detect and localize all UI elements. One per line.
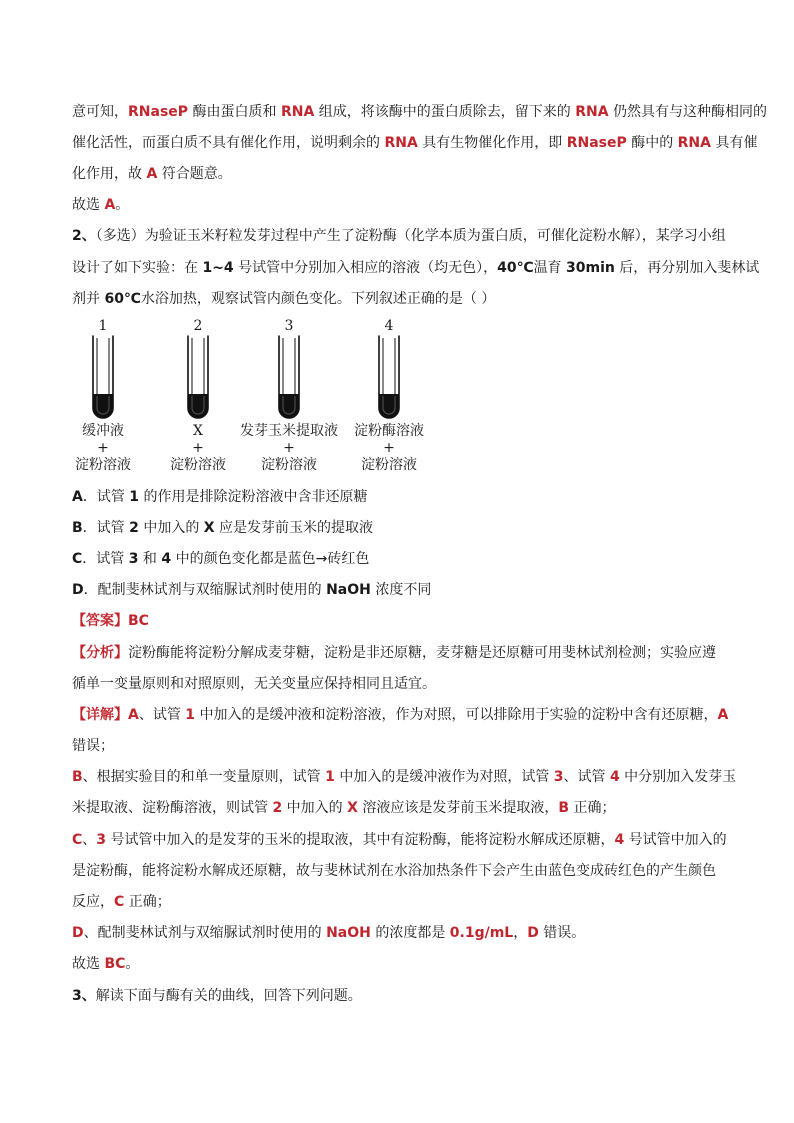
prev-explanation-line-1: 意可知，RNaseP 酶由蛋白质和 RNA 组成，将该酶中的蛋白质除去，留下来的 RNA 仍然具有与这种酶相同的 xyxy=(72,104,767,120)
latin-run: 3 xyxy=(553,769,564,785)
question-2-stem-line-1 xyxy=(72,226,726,246)
latin-run: RNA xyxy=(384,135,418,151)
option-d[interactable]: D．配制斐林试剂与双缩脲试剂时使用的 NaOH 浓度不同 xyxy=(72,582,432,598)
latin-run: RNaseP xyxy=(566,135,627,151)
latin-run: RNaseP xyxy=(128,104,189,120)
test-tube-figure xyxy=(0,310,794,425)
tube-label-plus: + xyxy=(97,440,109,456)
latin-run: 2 xyxy=(272,800,283,816)
latin-run: A xyxy=(717,707,729,723)
question-number: 3、 xyxy=(72,988,96,1004)
detail-line-8: D、配制斐林试剂与双缩脲试剂时使用的 NaOH 的浓度都是 0.1g/mL，D 错误。 xyxy=(72,925,586,941)
tube-label-plus: + xyxy=(192,440,204,456)
detail-text-1: A、试管 1 中加入的是缓冲液和淀粉溶液，作为对照，可以排除用于实验的淀粉中含有还原糖，A xyxy=(128,707,729,723)
question-2-stem-line-2: 设计了如下实验：在 1~4 号试管中分别加入相应的溶液（均无色），40℃温育 30min 后，再分别加入斐林试 xyxy=(72,260,760,276)
latin-run: D xyxy=(72,925,84,941)
prev-conclusion: 故选 A。 xyxy=(72,197,130,213)
latin-run: B xyxy=(72,769,83,785)
latin-run: D xyxy=(72,582,84,598)
tube-label-top: 缓冲液 xyxy=(82,423,124,439)
latin-run: A xyxy=(146,166,158,182)
latin-run: C xyxy=(114,894,125,910)
tube-label-bottom: 淀粉溶液 xyxy=(170,457,226,473)
latin-run: RNA xyxy=(575,104,609,120)
latin-run: A xyxy=(72,489,83,505)
detail-line-6: 是淀粉酶，能将淀粉水解成还原糖，故与斐林试剂在水浴加热条件下会产生由蓝色变成砖红色的产生颜色 xyxy=(72,863,716,879)
latin-run: 4 xyxy=(161,551,172,567)
question-2-stem-line-3: 剂并 60℃水浴加热，观察试管内颜色变化。下列叙述正确的是（ ） xyxy=(72,291,496,307)
test-tube-1 xyxy=(93,318,113,418)
prev-explanation-line-3: 化作用，故 A 符合题意。 xyxy=(72,166,232,182)
tube-number: 4 xyxy=(384,318,394,334)
latin-run: BC xyxy=(104,956,126,972)
tube-number: 3 xyxy=(284,318,294,334)
latin-run: RNA xyxy=(280,104,315,120)
answer-line xyxy=(72,611,149,631)
latin-run: C xyxy=(72,551,83,567)
latin-run: 1 xyxy=(325,769,335,785)
tube-number: 2 xyxy=(193,318,203,334)
detail-line-4: 米提取液、淀粉酶溶液，则试管 2 中加入的 X 溶液应该是发芽前玉米提取液，B 正确； xyxy=(72,800,616,816)
tube-label-plus: + xyxy=(283,440,295,456)
latin-run: 1 xyxy=(185,707,196,723)
latin-run: RNA xyxy=(677,135,711,151)
latin-run: X xyxy=(203,520,215,536)
option-c[interactable]: C．试管 3 和 4 中的颜色变化都是蓝色→砖红色 xyxy=(72,551,370,567)
question-3-stem-text: 解读下面与酶有关的曲线，回答下列问题。 xyxy=(95,988,362,1004)
latin-run: 40℃ xyxy=(497,260,534,276)
tube-label-bottom: 淀粉溶液 xyxy=(75,457,131,473)
latin-run: 0.1g/mL xyxy=(449,925,514,941)
question-number: 2、 xyxy=(72,228,96,244)
analysis-text-1: 淀粉酶能将淀粉分解成麦芽糖，淀粉是非还原糖，麦芽糖是还原糖可用斐林试剂检测；实验应遵 xyxy=(128,645,716,661)
answer-tag: 【答案】 xyxy=(72,613,128,629)
analysis-line-2: 循单一变量原则和对照原则，无关变量应保持相同且适宜。 xyxy=(72,676,436,692)
latin-run: 4 xyxy=(614,832,625,848)
prev-explanation-line-2: 催化活性，而蛋白质不具有催化作用，说明剩余的 RNA 具有生物催化作用，即 RNaseP 酶中的 RNA 具有催 xyxy=(72,135,758,151)
question-3-stem xyxy=(72,986,362,1006)
latin-run: 60℃ xyxy=(104,291,141,307)
latin-run: C xyxy=(72,832,83,848)
tube-label-bottom: 淀粉溶液 xyxy=(361,457,417,473)
tube-number: 1 xyxy=(98,318,108,334)
test-tube-4 xyxy=(379,318,399,418)
detail-line-2: 错误； xyxy=(72,738,114,754)
latin-run: A xyxy=(128,707,139,723)
latin-run: D xyxy=(527,925,539,941)
detail-conclusion: 故选 BC。 xyxy=(72,956,140,972)
tube-label-top: X xyxy=(193,423,203,439)
latin-run: X xyxy=(347,800,358,816)
tube-label-plus: + xyxy=(383,440,395,456)
latin-run: B xyxy=(558,800,570,816)
analysis-line-1 xyxy=(72,643,716,663)
question-2-stem-text-1: （多选）为验证玉米籽粒发芽过程中产生了淀粉酶（化学本质为蛋白质，可催化淀粉水解），某学习小组 xyxy=(95,228,726,244)
latin-run: 3 xyxy=(96,832,107,848)
detail-line-1 xyxy=(72,705,728,725)
latin-run: 2 xyxy=(129,520,139,536)
tube-label-top: 发芽玉米提取液 xyxy=(240,423,338,439)
test-tube-2 xyxy=(188,318,208,418)
latin-run: NaOH xyxy=(326,582,371,598)
detail-line-5: C、3 号试管中加入的是发芽的玉米的提取液，其中有淀粉酶，能将淀粉水解成还原糖，4 号试管中加入的 xyxy=(72,832,727,848)
answer-value: BC xyxy=(128,613,149,629)
tube-label-top: 淀粉酶溶液 xyxy=(354,423,424,439)
option-a[interactable]: A．试管 1 的作用是排除淀粉溶液中含非还原糖 xyxy=(72,489,368,505)
latin-run: 3 xyxy=(128,551,139,567)
option-b[interactable]: B．试管 2 中加入的 X 应是发芽前玉米的提取液 xyxy=(72,520,374,536)
analysis-tag: 【分析】 xyxy=(72,645,128,661)
latin-run: 1 xyxy=(129,489,140,505)
tube-4-label xyxy=(324,423,454,474)
tube-label-bottom: 淀粉溶液 xyxy=(261,457,317,473)
latin-run: 1~4 xyxy=(202,260,234,276)
latin-run: 30min xyxy=(566,260,615,276)
latin-run: B xyxy=(72,520,83,536)
detail-tag: 【详解】 xyxy=(72,707,128,723)
test-tube-3 xyxy=(279,318,299,418)
latin-run: A xyxy=(104,197,116,213)
latin-run: 4 xyxy=(609,769,620,785)
latin-run: NaOH xyxy=(326,925,371,941)
detail-line-7: 反应，C 正确； xyxy=(72,894,171,910)
detail-line-3: B、根据实验目的和单一变量原则，试管 1 中加入的是缓冲液作为对照，试管 3、试管 4 中分别加入发芽玉 xyxy=(72,769,737,785)
